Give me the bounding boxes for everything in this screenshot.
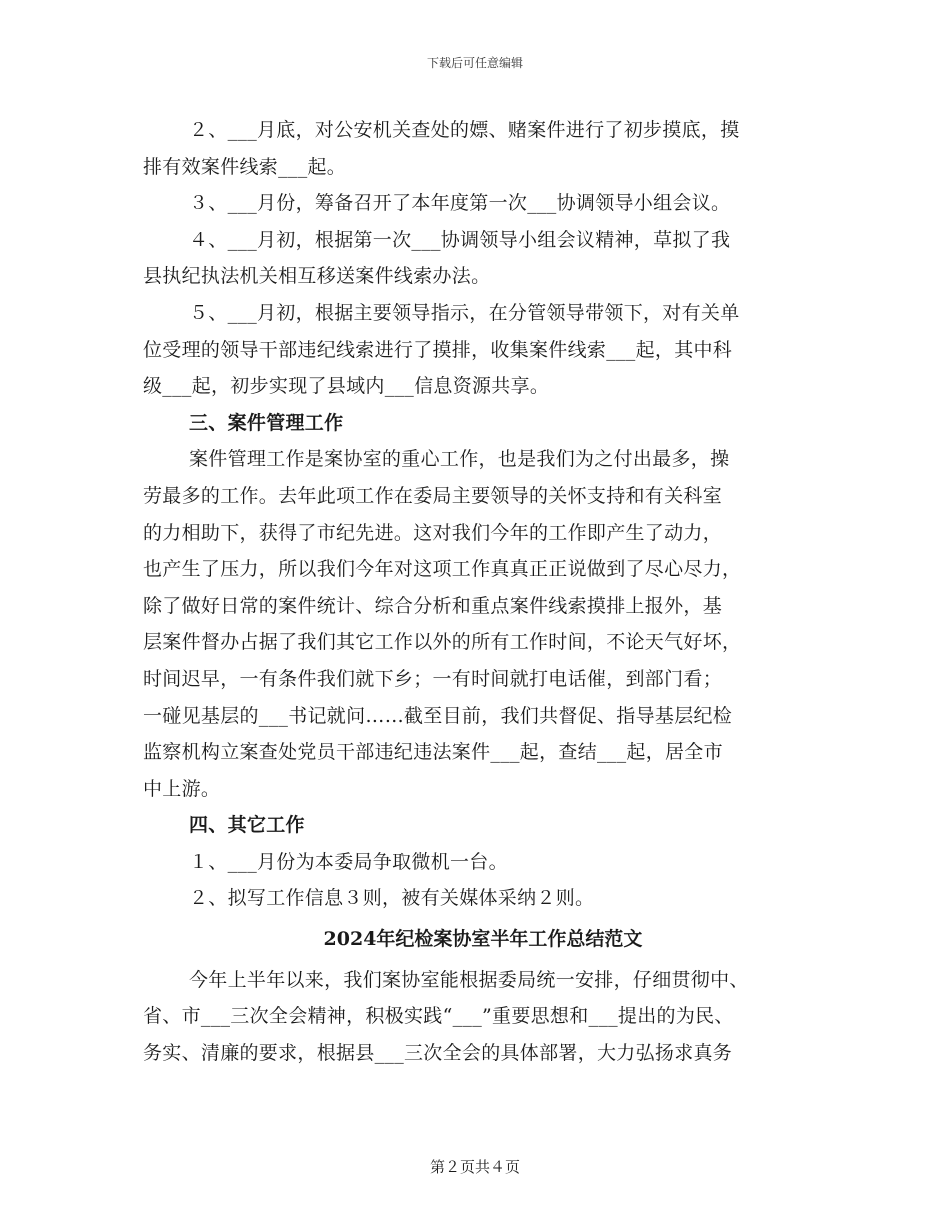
paragraph-line: 今年上半年以来，我们案协室能根据委局统一安排，仔细贯彻中、 [189, 968, 749, 991]
paragraph-line: 的力相助下，获得了市纪先进。这对我们今年的工作即产生了动力， [143, 521, 723, 544]
document-body [143, 112, 823, 1071]
paragraph-line: 一碰见基层的___书记就问……截至目前，我们共督促、指导基层纪检 [143, 704, 733, 727]
paragraph-line: 层案件督办占据了我们其它工作以外的所有工作时间，不论天气好坏， [143, 631, 742, 654]
document-title: 2024年纪检案协室半年工作总结范文 [323, 928, 643, 951]
paragraph-line: 级___起，初步实现了县域内___信息资源共享。 [143, 375, 550, 398]
paragraph-line: 也产生了压力，所以我们今年对这项工作真真正正说做到了尽心尽力， [143, 558, 742, 581]
section-heading-case-management: 三、案件管理工作 [189, 411, 344, 434]
paragraph-line: 监察机构立案查处党员干部违纪违法案件___起，查结___起，居全市 [143, 741, 723, 764]
paragraph-line: 排有效案件线索___起。 [143, 155, 347, 178]
paragraph-line: ２、拟写工作信息３则，被有关媒体采纳２则。 [189, 887, 595, 910]
paragraph-line: １、___月份为本委局争取微机一台。 [189, 850, 508, 873]
page-header-note: 下载后可任意编辑 [426, 56, 523, 70]
paragraph-line: ２、___月底，对公安机关查处的嫖、赌案件进行了初步摸底，摸 [189, 119, 740, 141]
paragraph-line: 位受理的领导干部违纪线索进行了摸排，收集案件线索___起，其中科 [143, 338, 733, 361]
paragraph-line: ４、___月初，根据第一次___协调领导小组会议精神，草拟了我 [189, 228, 731, 251]
paragraph-line: 时间迟早，一有条件我们就下乡；一有时间就打电话催，到部门看； [143, 667, 723, 690]
paragraph-line: ５、___月初，根据主要领导指示，在分管领导带领下，对有关单 [189, 301, 740, 324]
paragraph-line: 中上游。 [143, 777, 221, 800]
paragraph-line: 劳最多的工作。去年此项工作在委局主要领导的关怀支持和有关科室 [143, 484, 723, 507]
paragraph-line: 务实、清廉的要求，根据县___三次全会的具体部署，大力弘扬求真务 [143, 1041, 733, 1064]
section-heading-other-work: 四、其它工作 [189, 814, 305, 837]
page-number-footer: 第２页共４页 [429, 1158, 520, 1176]
paragraph-line: 省、市___三次全会精神，积极实践“___”重要思想和___提出的为民、 [143, 1005, 734, 1028]
paragraph-line: 县执纪执法机关相互移送案件线索办法。 [143, 265, 491, 288]
paragraph-line: ３、___月份，筹备召开了本年度第一次___协调领导小组会议。 [189, 192, 731, 215]
paragraph-line: 案件管理工作是案协室的重心工作，也是我们为之付出最多，操 [189, 448, 730, 471]
paragraph-line: 除了做好日常的案件统计、综合分析和重点案件线索摸排上报外，基 [143, 594, 723, 617]
